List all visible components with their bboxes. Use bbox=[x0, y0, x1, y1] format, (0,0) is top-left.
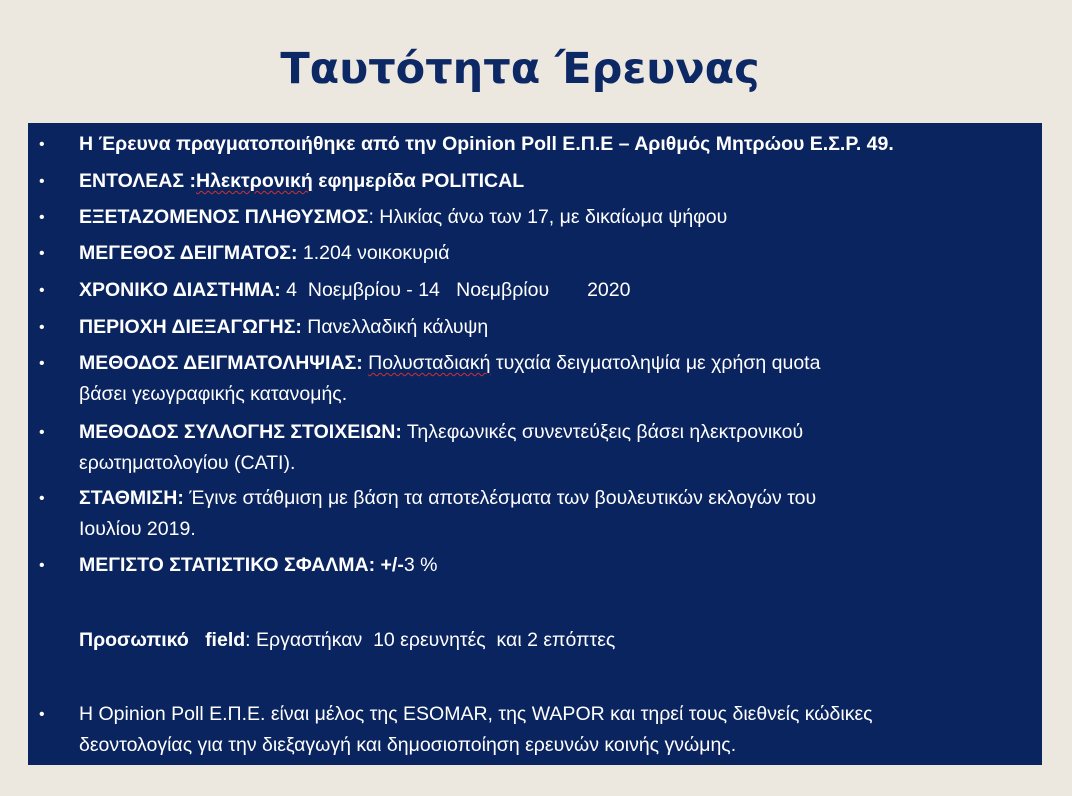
item-value: 1.204 νοικοκυριά bbox=[297, 242, 450, 264]
staff-label: Προσωπικό field bbox=[79, 629, 246, 651]
item-label: Η Έρευνα πραγματοποιήθηκε από την Opinion Poll Ε.Π.Ε – Αριθμός Μητρώου Ε.Σ.Ρ. 49. bbox=[79, 133, 894, 155]
survey-info-panel bbox=[28, 123, 1042, 765]
item-label: ΕΝΤΟΛΕΑΣ : bbox=[79, 170, 196, 192]
item-value: 3 % bbox=[403, 554, 438, 576]
bullet: • bbox=[39, 424, 45, 441]
item-label: ΣΤΑΘΜΙΣΗ: bbox=[79, 487, 184, 509]
item-label: ΕΞΕΤΑΖΟΜΕΝΟΣ ΠΛΗΘΥΣΜΟΣ bbox=[79, 206, 369, 228]
staff-value: : Εργαστήκαν 10 ερευνητές και 2 επόπτες bbox=[245, 629, 616, 651]
item-value: 4 Νοεμβρίου - 14 Νοεμβρίου 2020 bbox=[280, 279, 631, 301]
bullet: • bbox=[39, 245, 45, 262]
bullet: • bbox=[39, 319, 45, 336]
item-value-line2: ερωτηματολογίου (CATI). bbox=[79, 452, 296, 474]
bullet: • bbox=[39, 706, 45, 723]
bullet: • bbox=[39, 136, 45, 153]
item-value: Έγινε στάθμιση με βάση τα αποτελέσματα των βουλευτικών εκλογών του bbox=[183, 487, 817, 509]
item-label: ΜΕΓΕΘΟΣ ΔΕΙΓΜΑΤΟΣ: bbox=[79, 242, 298, 264]
item-label: ΠΕΡΙΟΧΗ ΔΙΕΞΑΓΩΓΗΣ: bbox=[79, 316, 302, 338]
item-label: ΜΕΘΟΔΟΣ ΔΕΙΓΜΑΤΟΛΗΨΙΑΣ: bbox=[79, 352, 363, 374]
item-label: ΜΕΓΙΣΤΟ ΣΤΑΤΙΣΤΙΚΟ ΣΦΑΛΜΑ: +/- bbox=[79, 554, 404, 576]
bullet: • bbox=[39, 490, 45, 507]
item-value-line2: βάσει γεωγραφικής κατανομής. bbox=[79, 383, 348, 405]
item-value-line2: Ιουλίου 2019. bbox=[79, 518, 196, 540]
item-value-spellcheck: Πολυσταδιακή bbox=[368, 352, 491, 374]
footer-line1: Η Opinion Poll Ε.Π.Ε. είναι μέλος της ESOMAR, της WAPOR και τηρεί τους διεθνείς κώδικες bbox=[79, 703, 873, 725]
bullet: • bbox=[39, 173, 45, 190]
footer-line2: δεοντολογίας για την διεξαγωγή και δημοσιοποίηση ερευνών κοινής γνώμης. bbox=[79, 734, 737, 756]
bullet: • bbox=[39, 355, 45, 372]
slide-title: Ταυτότητα Έρευνας bbox=[280, 44, 760, 94]
item-value: Τηλεφωνικές συνεντεύξεις βάσει ηλεκτρονικού bbox=[401, 421, 804, 443]
item-label-spellcheck: Ηλεκτρονική bbox=[196, 170, 313, 192]
item-label: ΧΡΟΝΙΚΟ ΔΙΑΣΤΗΜΑ: bbox=[79, 279, 281, 301]
bullet: • bbox=[39, 557, 45, 574]
bullet: • bbox=[39, 282, 45, 299]
item-value: εφημερίδα POLITICAL bbox=[312, 170, 525, 192]
item-value: τυχαία δειγματοληψία με χρήση quota bbox=[490, 352, 821, 374]
item-value: Πανελλαδική κάλυψη bbox=[301, 316, 489, 338]
item-label: ΜΕΘΟΔΟΣ ΣΥΛΛΟΓΗΣ ΣΤΟΙΧΕΙΩΝ: bbox=[79, 421, 402, 443]
bullet: • bbox=[39, 209, 45, 226]
item-value: : Ηλικίας άνω των 17, με δικαίωμα ψήφου bbox=[368, 206, 728, 228]
